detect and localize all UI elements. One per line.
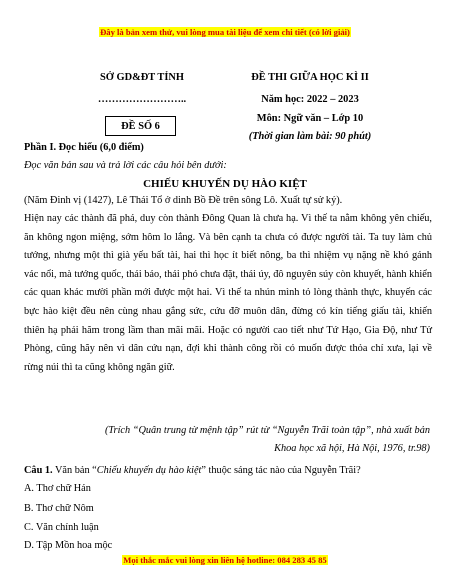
exam-code-box: ĐỀ SỐ 6 xyxy=(105,116,176,136)
reading-paragraph: Hiện nay các thành đã phá, duy còn thành Đông Quan là chưa hạ. Vì thế ta nằm không yên chiếu, ăn không ngon miệng, sớm hôm lo lắng. Và bên cạnh ta chưa có được người tài. Ta tuy làm chủ tướng, nhưng một thì già yếu bất tài, hai thì học ít biết nông, ba thì nhiệm vụ nặng nề khó gánh vác nổi, mà tướng quốc, thái bảo, thái phó chưa đặt, thái úy, đô nguyên súy còn khuyết, hành khiển các quan khác mười phần mới được một hai. Vì thế ta nhún mình tỏ lòng thành thực, khuyến các bực hào kiệt đều nên cùng nhau gắng sức, cứu đỡ muôn dân, đừng có kín tiếng giấu tài, khiến thiên hạ phải hãm trong lầm than mãi mãi. Hoặc có người cao tiết như Tứ Hạo, Gia Độ, như Tử Phòng, cũng hãy nên vì dân cứu nạn, đợi khi thành công rồi có muốn được thỏa chí xưa, lại về rừng núi thì ta cũng không ngăn giữ. xyxy=(24,213,432,373)
reading-instruction: Đọc văn bản sau và trả lời các câu hỏi bên dưới: xyxy=(24,160,227,171)
hotline-text: Mọi thắc mắc vui lòng xin liên hệ hotline: 084 283 45 85 xyxy=(123,555,327,565)
preview-notice-text: Đây là bản xem thử, vui lòng mua tài liệu để xem chi tiết (có lời giải) xyxy=(100,27,350,37)
department-name: SỞ GD&ĐT TỈNH xyxy=(100,72,184,83)
part-heading: Phần I. Đọc hiểu (6,0 điểm) xyxy=(24,142,144,153)
preview-notice-banner xyxy=(0,27,450,37)
answer-option-b: B. Thơ chữ Nôm xyxy=(24,503,94,514)
answer-option-d: D. Tập Mồn hoa mộc xyxy=(24,540,113,551)
text-title: CHIẾU KHUYẾN DỤ HÀO KIỆT xyxy=(143,178,307,190)
citation-line-1: (Trích “Quân trung từ mệnh tập” rút từ “Nguyễn Trãi toàn tập”, nhà xuất bản xyxy=(104,425,430,436)
hotline-banner xyxy=(0,555,450,565)
subject-line: Môn: Ngữ văn – Lớp 10 xyxy=(256,113,364,124)
question-1: Câu 1. Văn bản “Chiếu khuyến dụ hào kiệt” thuộc sáng tác nào của Nguyễn Trãi? xyxy=(24,465,361,476)
school-year: Năm học: 2022 – 2023 xyxy=(261,94,359,105)
citation-line-2: Khoa học xã hội, Hà Nội, 1976, tr.98) xyxy=(274,443,430,454)
exam-duration: (Thời gian làm bài: 90 phút) xyxy=(248,131,372,142)
answer-option-c: C. Văn chính luận xyxy=(24,522,99,533)
source-note: (Năm Đinh vị (1427), Lê Thái Tổ ở dinh Bồ Đề trên sông Lô. Xuất tự sử ký). xyxy=(24,195,343,206)
department-dots: …………………….. xyxy=(97,94,187,105)
exam-title: ĐỀ THI GIỮA HỌC KÌ II xyxy=(251,72,369,83)
answer-option-a: A. Thơ chữ Hán xyxy=(24,483,91,494)
